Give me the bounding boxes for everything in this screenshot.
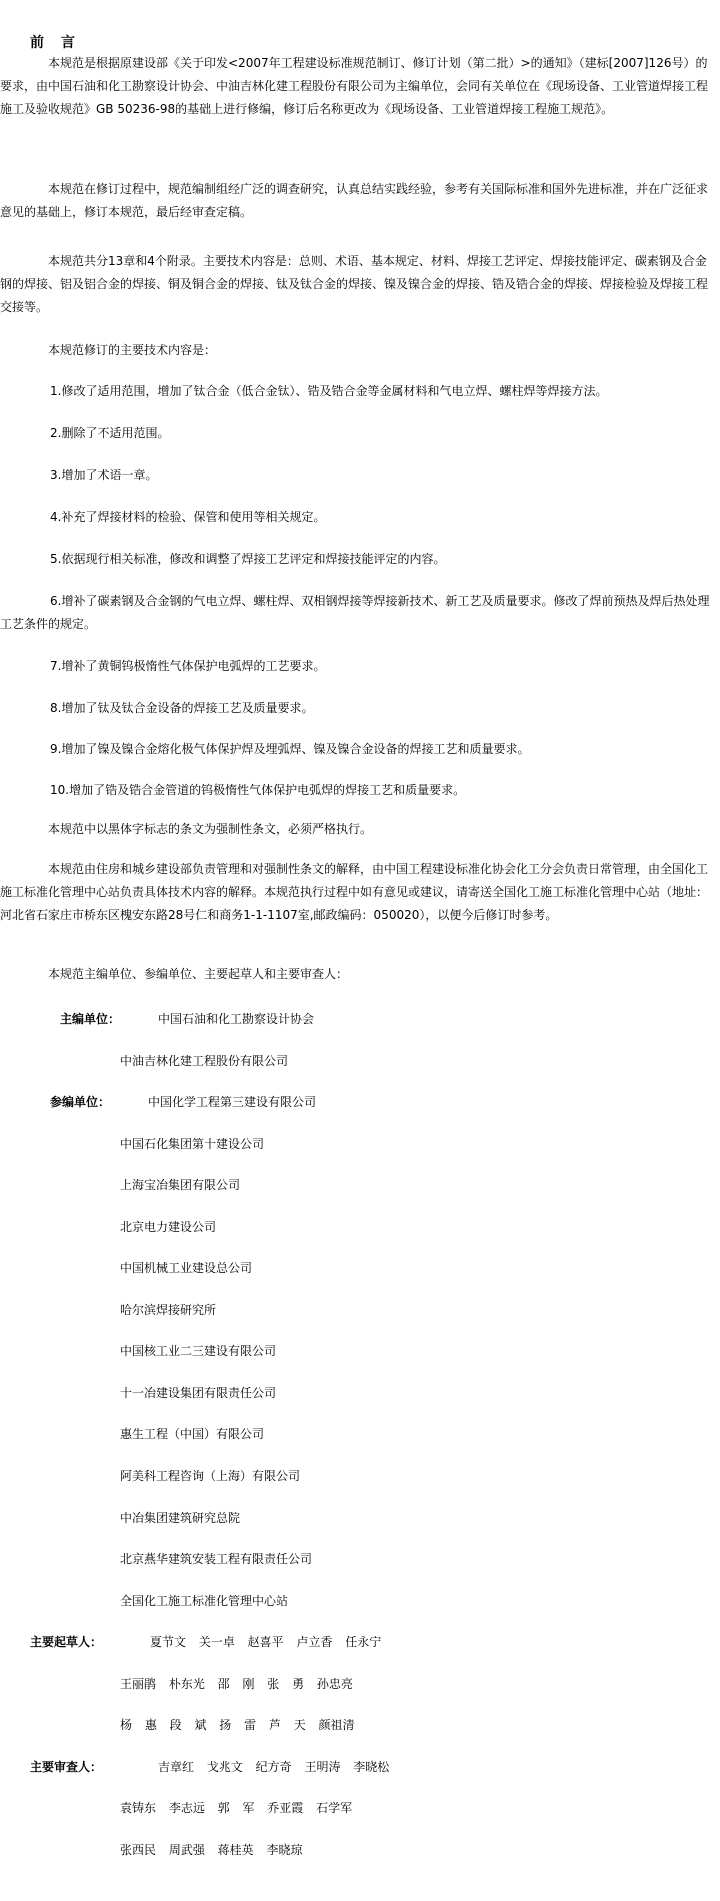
revision-item: 9.增加了镍及镍合金熔化极气体保护焊及埋弧焊、镍及镍合金设备的焊接工艺和质量要求。 <box>50 742 530 756</box>
chief-units-label: 主编单位： <box>60 1012 121 1026</box>
revision-item: 1.修改了适用范围，增加了钛合金（低合金钛）、锆及锆合金等金属材料和气电立焊、螺柱焊等焊接方法。 <box>50 384 608 398</box>
units-intro-line: 本规范主编单位、参编单位、主要起草人和主要审查人： <box>48 967 349 981</box>
participating-unit: 中国核工业二三建设有限公司 <box>120 1344 277 1358</box>
reviewers-label: 主要审查人： <box>30 1760 103 1774</box>
drafters-line: 夏节文 关一卓 赵喜平 卢立香 任永宁 <box>150 1635 382 1649</box>
drafters-line: 王丽鹃 朴东光 邵 刚 张 勇 孙忠亮 <box>120 1677 353 1691</box>
revision-item: 2.删除了不适用范围。 <box>50 426 170 440</box>
revision-item: 3.增加了术语一章。 <box>50 468 158 482</box>
content-summary-paragraph: 本规范共分13章和4个附录。主要技术内容是：总则、术语、基本规定、材料、焊接工艺评定、焊接技能评定、碳素钢及合金钢的焊接、铝及铝合金的焊接、铜及铜合金的焊接、钛及钛合金的焊接、镍及镍合金的焊接、锆及锆合金的焊接、焊接检验及焊接工程交接等。 <box>0 254 709 314</box>
revision-item: 5.依据现行相关标准，修改和调整了焊接工艺评定和焊接技能评定的内容。 <box>50 552 446 566</box>
revision-process-paragraph: 本规范在修订过程中，规范编制组经广泛的调查研究，认真总结实践经验，参考有关国际标准和国外先进标准，并在广泛征求意见的基础上，修订本规范，最后经审查定稿。 <box>0 182 709 219</box>
reviewers-line: 袁铸东 李志远 郭 军 乔亚霞 石学军 <box>120 1801 353 1815</box>
participating-unit: 中冶集团建筑研究总院 <box>120 1511 241 1525</box>
chief-unit: 中国石油和化工勘察设计协会 <box>158 1012 315 1026</box>
participating-unit: 北京燕华建筑安装工程有限责任公司 <box>120 1552 313 1566</box>
revision-item: 7.增补了黄铜钨极惰性气体保护电弧焊的工艺要求。 <box>50 659 326 673</box>
drafters-label: 主要起草人： <box>30 1635 103 1649</box>
revision-item: 8.增加了钛及钛合金设备的焊接工艺及质量要求。 <box>50 701 314 715</box>
participating-unit: 阿美科工程咨询（上海）有限公司 <box>120 1469 301 1483</box>
revision-item: 6.增补了碳素钢及合金钢的气电立焊、螺柱焊、双相钢焊接等焊接新技术、新工艺及质量要求。修改了焊前预热及焊后热处理工艺条件的规定。 <box>0 594 710 631</box>
participating-units-label: 参编单位： <box>50 1095 111 1109</box>
chief-unit: 中油吉林化建工程股份有限公司 <box>120 1054 289 1068</box>
participating-unit: 北京电力建设公司 <box>120 1220 217 1234</box>
mandatory-note: 本规范中以黑体字标志的条文为强制性条文，必须严格执行。 <box>48 822 373 836</box>
reviewers-line: 张西民 周武强 蒋桂英 李晓琼 <box>120 1843 303 1857</box>
drafters-line: 杨 惠 段 斌 扬 雷 芦 天 颜祖清 <box>120 1718 355 1732</box>
page-title: 前 言 <box>30 35 81 51</box>
participating-unit: 中国机械工业建设总公司 <box>120 1261 253 1275</box>
revision-item: 10.增加了锆及锆合金管道的钨极惰性气体保护电弧焊的焊接工艺和质量要求。 <box>50 783 466 797</box>
participating-unit: 十一冶建设集团有限责任公司 <box>120 1386 277 1400</box>
participating-unit: 中国石化集团第十建设公司 <box>120 1137 265 1151</box>
participating-unit: 惠生工程（中国）有限公司 <box>120 1427 265 1441</box>
participating-unit: 中国化学工程第三建设有限公司 <box>148 1095 317 1109</box>
revision-item: 4.补充了焊接材料的检验、保管和使用等相关规定。 <box>50 510 326 524</box>
participating-unit: 哈尔滨焊接研究所 <box>120 1303 217 1317</box>
revision-intro-paragraph: 本规范修订的主要技术内容是： <box>48 343 217 357</box>
participating-unit: 全国化工施工标准化管理中心站 <box>120 1594 289 1608</box>
participating-unit: 上海宝冶集团有限公司 <box>120 1178 241 1192</box>
reviewers-line: 吉章红 戈兆文 纪方奇 王明涛 李晓松 <box>158 1760 390 1774</box>
management-note: 本规范由住房和城乡建设部负责管理和对强制性条文的解释，由中国工程建设标准化协会化工分会负责日常管理，由全国化工施工标准化管理中心站负责具体技术内容的解释。本规范执行过程中如有意见或建议，请寄送全国化工施工标准化管理中心站（地址：河北省石家庄市桥东区槐安东路28号仁和商务1-1-1107室,邮政编码：050020），以便今后修订时参考。 <box>0 862 709 922</box>
intro-paragraph: 本规范是根据原建设部《关于印发<2007年工程建设标准规范制订、修订计划（第二批）>的通知》（建标[2007]126号）的要求，由中国石油和化工勘察设计协会、中油吉林化建工程股份有限公司为主编单位，会同有关单位在《现场设备、工业管道焊接工程施工及验收规范》GB 50236-98的基础上进行修编，修订后名称更改为《现场设备、工业管道焊接工程施工规范》。 <box>0 56 709 116</box>
